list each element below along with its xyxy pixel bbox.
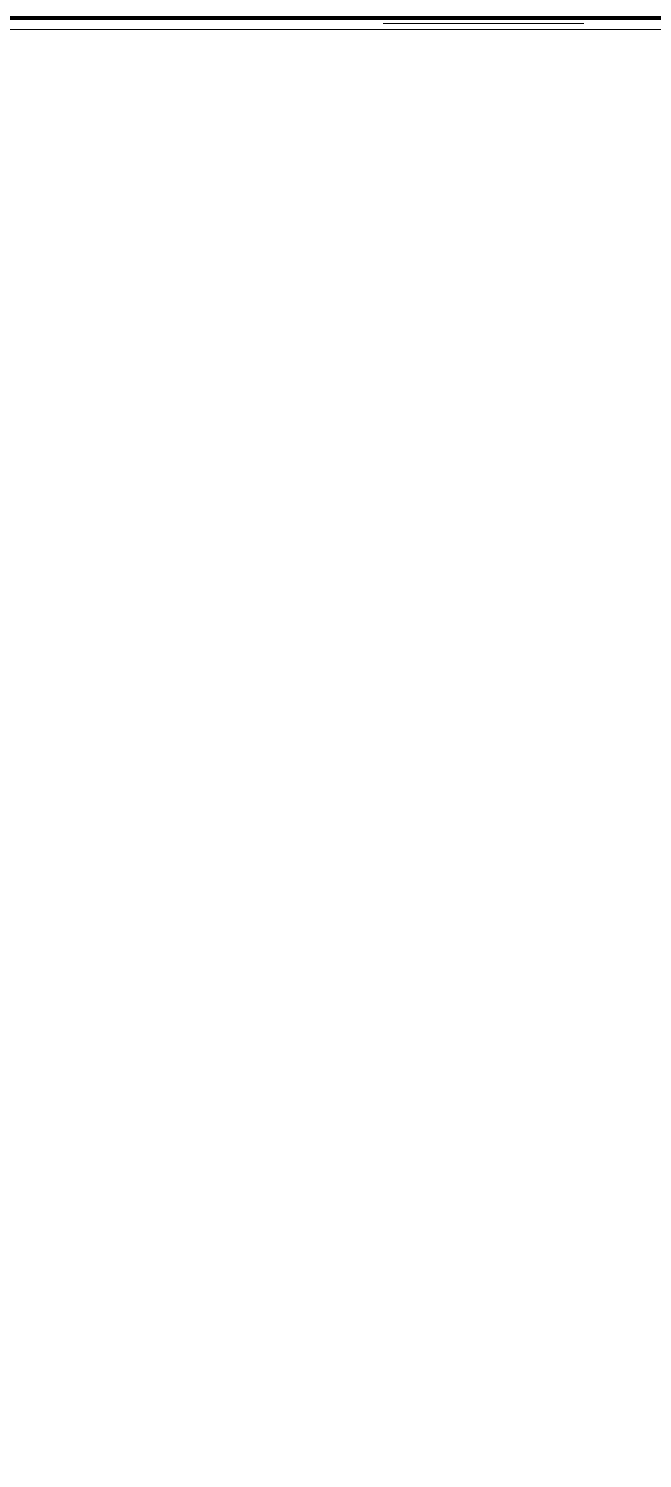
column-header-condiciones bbox=[283, 18, 383, 30]
table-header bbox=[10, 18, 661, 30]
unit-root-test-table bbox=[10, 16, 661, 30]
column-header-levin-lin-chu bbox=[383, 24, 463, 30]
column-header-concepto bbox=[10, 18, 283, 30]
column-header-pp bbox=[526, 24, 584, 30]
column-header-adf bbox=[463, 24, 525, 30]
column-header-orden bbox=[584, 18, 661, 30]
